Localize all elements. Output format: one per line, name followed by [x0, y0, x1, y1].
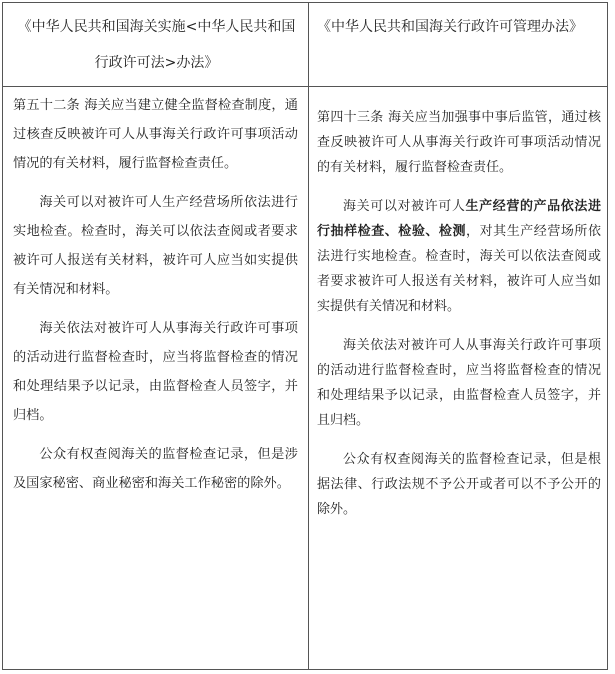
- right-paragraph-3: 海关依法对被许可人从事海关行政许可事项的活动进行监督检查时，应当将监督检查的情况和处理结果予以记录，由监督检查人员签字，并且归档。: [317, 338, 601, 428]
- right-column-title: 《中华人民共和国海关行政许可管理办法》: [317, 19, 583, 35]
- header-cell-left: [3, 3, 308, 86]
- header-cell-right: [309, 3, 607, 86]
- left-column-body: [3, 87, 308, 669]
- right-paragraph-2-end: ，对其生产经营场所依法进行实地检查。检查时，海关可以依法查阅或者要求被许可人报送有关材料，被许可人应当如实提供有关情况和材料。: [317, 224, 601, 314]
- right-paragraph-2: [317, 194, 601, 319]
- right-paragraph-2-bold: 生产经营的产品依法进行抽样检查、检验、检测: [317, 199, 601, 239]
- right-paragraph-4: 公众有权查阅海关的监督检查记录，但是根据法律、行政法规不予公开或者可以不予公开的除外。: [317, 452, 601, 517]
- comparison-table: [2, 2, 608, 670]
- left-paragraph-3: 海关依法对被许可人从事海关行政许可事项的活动进行监督检查时，应当将监督检查的情况和处理结果予以记录，由监督检查人员签字，并归档。: [13, 321, 298, 423]
- right-column-body: [309, 87, 607, 669]
- right-article-43: 第四十三条 海关应当加强事中事后监管，通过核查反映被许可人从事海关行政许可事项活动情况的有关材料，履行监督检查责任。: [317, 110, 601, 175]
- left-paragraph-2: 海关可以对被许可人生产经营场所依法进行实地检查。检查时，海关可以依法查阅或者要求被许可人报送有关材料，被许可人应当如实提供有关情况和材料。: [13, 195, 298, 297]
- left-article-52: 第五十二条 海关应当建立健全监督检查制度，通过核查反映被许可人从事海关行政许可事项活动情况的有关材料，履行监督检查责任。: [13, 98, 298, 171]
- left-paragraph-4: 公众有权查阅海关的监督检查记录，但是涉及国家秘密、商业秘密和海关工作秘密的除外。: [13, 447, 298, 491]
- right-paragraph-2-start: 海关可以对被许可人: [343, 199, 466, 214]
- left-column-title: 《中华人民共和国海关实施<中华人民共和国行政许可法>办法》: [17, 19, 296, 71]
